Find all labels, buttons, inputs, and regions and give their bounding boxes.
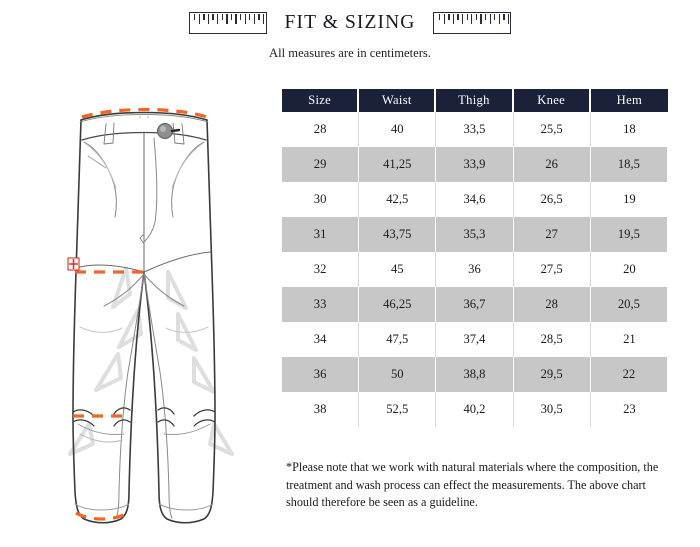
page-header	[0, 12, 700, 34]
ruler-tick	[480, 14, 481, 24]
cell-waist: 46,25	[359, 287, 436, 322]
cell-size: 38	[282, 392, 359, 427]
cell-knee: 26	[514, 147, 591, 182]
cell-size: 30	[282, 182, 359, 217]
cell-waist: 47,5	[359, 322, 436, 357]
ruler-tick	[217, 14, 218, 24]
trousers-illustration	[18, 72, 270, 532]
page-subtitle: All measures are in centimeters.	[269, 46, 431, 60]
cell-knee: 30,5	[514, 392, 591, 427]
ruler-tick	[240, 14, 241, 20]
ruler-tick	[194, 14, 195, 20]
ruler-tick	[212, 14, 213, 20]
cell-knee: 25,5	[514, 112, 591, 147]
cell-size: 36	[282, 357, 359, 392]
cell-thigh: 33,9	[436, 147, 513, 182]
page-title: FIT & SIZING	[284, 12, 416, 33]
cell-waist: 43,75	[359, 217, 436, 252]
ruler-tick	[439, 14, 440, 20]
table-row	[282, 252, 668, 287]
cell-knee: 26,5	[514, 182, 591, 217]
cell-thigh: 35,3	[436, 217, 513, 252]
cell-hem: 20,5	[591, 287, 668, 322]
cell-waist: 45	[359, 252, 436, 287]
cell-hem: 18,5	[591, 147, 668, 182]
cell-thigh: 33,5	[436, 112, 513, 147]
ruler-tick	[462, 14, 463, 24]
table-row	[282, 182, 668, 217]
ruler-tick	[471, 14, 472, 24]
table-body	[282, 112, 668, 427]
ruler-tick	[457, 14, 458, 20]
column-header-size: Size	[282, 89, 359, 112]
table-row	[282, 392, 668, 427]
ruler-tick	[245, 14, 246, 24]
ruler-tick	[485, 14, 486, 20]
cell-thigh: 40,2	[436, 392, 513, 427]
ruler-tick	[254, 14, 255, 24]
table-row	[282, 322, 668, 357]
cell-size: 33	[282, 287, 359, 322]
cell-thigh: 34,6	[436, 182, 513, 217]
ruler-tick	[258, 14, 259, 20]
column-header-thigh: Thigh	[436, 89, 513, 112]
cell-knee: 28	[514, 287, 591, 322]
size-table	[282, 89, 668, 427]
cell-waist: 40	[359, 112, 436, 147]
cell-size: 34	[282, 322, 359, 357]
ruler-tick	[231, 14, 232, 20]
ruler-tick	[235, 14, 236, 24]
cell-thigh: 38,8	[436, 357, 513, 392]
table-row	[282, 217, 668, 252]
ruler-tick	[263, 14, 264, 24]
ruler-tick	[494, 14, 495, 20]
table-header	[282, 89, 668, 112]
cell-waist: 41,25	[359, 147, 436, 182]
ruler-tick	[453, 14, 454, 24]
cell-hem: 23	[591, 392, 668, 427]
ruler-tick	[476, 14, 477, 20]
ruler-icon	[189, 12, 267, 34]
cell-hem: 21	[591, 322, 668, 357]
cell-knee: 27	[514, 217, 591, 252]
column-header-waist: Waist	[359, 89, 436, 112]
ruler-tick	[222, 14, 223, 20]
cell-size: 31	[282, 217, 359, 252]
cell-size: 28	[282, 112, 359, 147]
column-header-hem: Hem	[591, 89, 668, 112]
table-row	[282, 287, 668, 322]
cell-thigh: 36	[436, 252, 513, 287]
ruler-tick	[444, 14, 445, 24]
ruler-tick	[499, 14, 500, 24]
table-row	[282, 357, 668, 392]
ruler-tick	[208, 14, 209, 24]
ruler-tick	[226, 14, 227, 24]
cell-knee: 27,5	[514, 252, 591, 287]
ruler-tick	[249, 14, 250, 20]
ruler-tick	[503, 14, 504, 20]
size-chart	[282, 89, 668, 427]
cell-hem: 22	[591, 357, 668, 392]
cell-waist: 52,5	[359, 392, 436, 427]
ruler-icon	[433, 12, 511, 34]
ruler-tick	[199, 14, 200, 24]
table-header-row	[282, 89, 668, 112]
ruler-tick	[508, 14, 509, 24]
cell-hem: 20	[591, 252, 668, 287]
table-row	[282, 112, 668, 147]
brand-badge-icon	[68, 258, 79, 270]
ruler-tick	[490, 14, 491, 24]
ruler-tick	[467, 14, 468, 20]
cell-waist: 42,5	[359, 182, 436, 217]
cell-hem: 19,5	[591, 217, 668, 252]
waistband-button-icon	[158, 124, 180, 139]
table-row	[282, 147, 668, 182]
cell-knee: 29,5	[514, 357, 591, 392]
cell-size: 29	[282, 147, 359, 182]
cell-size: 32	[282, 252, 359, 287]
cell-thigh: 37,4	[436, 322, 513, 357]
footnote-text: *Please note that we work with natural materials where the composition, the treatment and wash process can effect the measurements. The above chart should therefore be seen as a guideline.	[286, 460, 659, 510]
cell-knee: 28,5	[514, 322, 591, 357]
cell-thigh: 36,7	[436, 287, 513, 322]
column-header-knee: Knee	[514, 89, 591, 112]
cell-hem: 19	[591, 182, 668, 217]
ruler-tick	[203, 14, 204, 20]
cell-waist: 50	[359, 357, 436, 392]
ruler-tick	[448, 14, 449, 20]
cell-hem: 18	[591, 112, 668, 147]
